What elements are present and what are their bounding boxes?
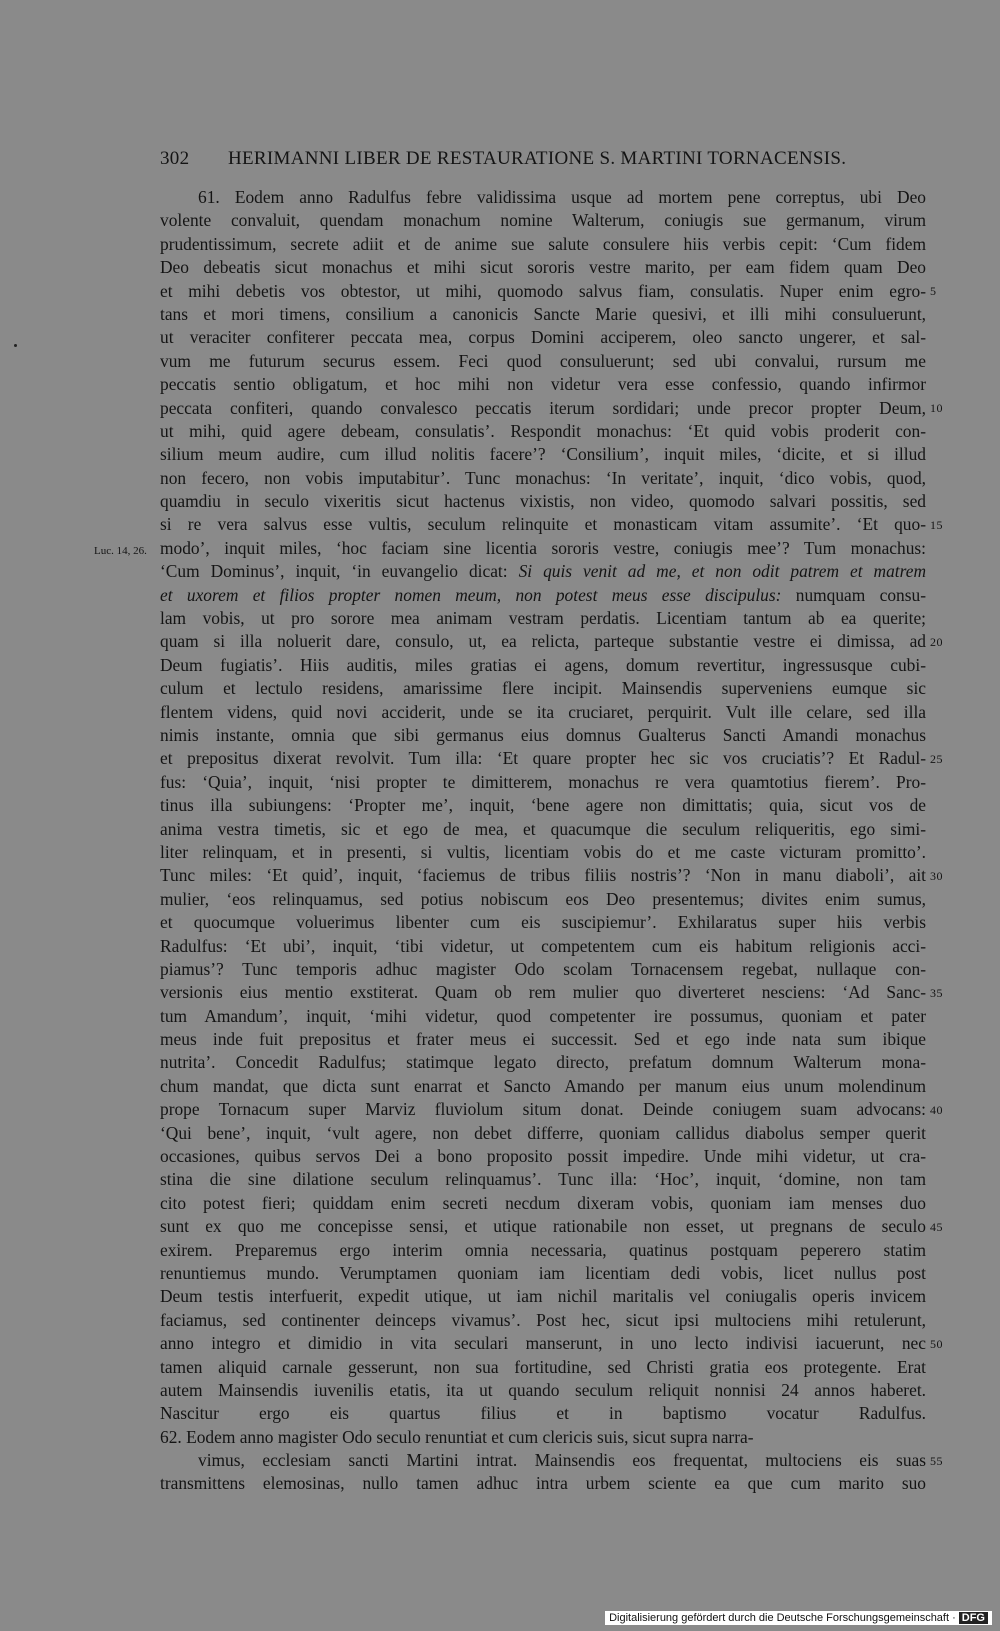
text-line: chum mandat, que dicta sunt enarrat et Sancto Amando per manum eius unum molendinum bbox=[160, 1075, 926, 1096]
line-number: 30 bbox=[930, 868, 943, 883]
scan-speck bbox=[14, 344, 17, 347]
dfg-logo: DFG bbox=[959, 1612, 988, 1624]
text-line: quamdiu in seculo vixeritis sicut hactenus vixistis, non video, quomodo salvari possitis, sed bbox=[160, 491, 926, 512]
text-line: renuntiemus mundo. Verumptamen quoniam iam licentiam dedi vobis, licet nullus post bbox=[160, 1262, 926, 1283]
text-line: fus: ‘Quia’, inquit, ‘nisi propter te dimitterem, monachus re vera quamtotius fierem’. Pro- bbox=[160, 771, 926, 792]
text-line: liter relinquam, et in presenti, si vultis, licentiam vobis do et me caste victuram promitto’. bbox=[160, 841, 926, 862]
text-line: sunt ex quo me concepisse sensi, et utique rationabile non esset, ut pregnans de seculo bbox=[160, 1216, 926, 1237]
text-line: tum Amandum’, inquit, ‘mihi videtur, quod competenter ire possumus, quoniam et pater bbox=[160, 1005, 926, 1026]
text-line: mulier, ‘eos relinquamus, sed potius nobiscum eos Deo presentemus; divites enim sumus, bbox=[160, 888, 926, 909]
text-line: et prepositus dixerat revolvit. Tum illa: ‘Et quare propter hec sic vos cruciatis’? Et Radul- bbox=[160, 748, 926, 769]
text-line: Deum fugiatis’. Hiis auditis, miles gratias ei agens, domum revertitur, ingressusque cubi- bbox=[160, 654, 926, 675]
text-line: nimis instante, omnia que sibi germanus eius domnus Gualterus Sancti Amandi monachus bbox=[160, 724, 926, 745]
footer-credit bbox=[605, 1611, 992, 1625]
body-text bbox=[160, 186, 926, 1496]
text-line: culum et lectulo residens, amarissime flere incipit. Mainsendis superveniens eumque sic bbox=[160, 678, 926, 699]
text-line: tans et mori timens, consilium a canonicis Sancte Marie quesivi, et illi mihi consuluerunt, bbox=[160, 303, 926, 324]
text-line: tamen aliquid carnale gesserunt, non sua fortitudine, sed Christi gratia eos protegente. Erat bbox=[160, 1356, 926, 1377]
margin-reference: Luc. 14, 26. bbox=[94, 545, 147, 557]
line-number: 50 bbox=[930, 1336, 943, 1351]
text-line: Deo debeatis sicut monachus et mihi sicut sororis vestre marito, per eam fidem quam Deo bbox=[160, 257, 926, 278]
text-line: volente convaluit, quendam monachum nomine Walterum, coniugis sue germanum, virum bbox=[160, 210, 926, 231]
footer-text: Digitalisierung gefördert durch die Deutsche Forschungsgemeinschaft · bbox=[609, 1612, 956, 1624]
line-number: 40 bbox=[930, 1102, 943, 1117]
text-line: autem Mainsendis iuvenilis etatis, ita ut quando seculum reliquit nonnisi 24 annos haberet. bbox=[160, 1379, 926, 1400]
text-line: ut veraciter confiterer peccata mea, corpus Domini acciperem, oleo sancto ungerer, et sal- bbox=[160, 327, 926, 348]
running-title: HERIMANNI LIBER DE RESTAURATIONE S. MARTINI TORNACENSIS. bbox=[228, 148, 847, 169]
text-line: faciamus, sed continenter deinceps vivamus’. Post hec, sicut ipsi multociens mihi retulerunt, bbox=[160, 1309, 926, 1330]
line-number: 15 bbox=[930, 517, 943, 532]
text-line: anima vestra timetis, sic et ego de mea, et quacumque die seculum reliqueritis, ego simi- bbox=[160, 818, 926, 839]
text-line: modo’, inquit miles, ‘hoc faciam sine licentia sororis vestre, coniugis mee’? Tum monachus: bbox=[160, 537, 926, 558]
text-line: stina die sine dilatione seculum relinquamus’. Tunc illa: ‘Hoc’, inquit, ‘domine, non tam bbox=[160, 1169, 926, 1190]
text-line: vum me futurum securus essem. Feci quod consuluerunt; sed ubi convalui, rursum me bbox=[160, 350, 926, 371]
text-line: Nascitur ergo eis quartus filius et in baptismo vocatur Radulfus. bbox=[160, 1403, 926, 1424]
text-line: et mihi debetis vos obtestor, ut mihi, quomodo salvus fiam, consulatis. Nuper enim egro- bbox=[160, 280, 926, 301]
text-line: lam vobis, ut pro sorore mea animam vestram perdatis. Licentiam tantum ab ea querite; bbox=[160, 608, 926, 629]
text-line: peccata confiteri, quando convalesco peccatis iterum sordidari; unde precor propter Deum, bbox=[160, 397, 926, 418]
line-number: 25 bbox=[930, 751, 943, 766]
text-line: exirem. Preparemus ergo interim omnia necessaria, quatinus postquam peperero statim bbox=[160, 1239, 926, 1260]
line-number: 55 bbox=[930, 1453, 943, 1468]
text-line: non fecero, non vobis imputabitur’. Tunc monachus: ‘In veritate’, inquit, ‘dico vobis, quod, bbox=[160, 467, 926, 488]
text-line: et quocumque voluerimus libenter cum eis suscipiemur’. Exhilaratus super hiis verbis bbox=[160, 912, 926, 933]
text-line: si re vera salvus esse vultis, seculum relinquite et monasticam vitam assumite’. ‘Et quo- bbox=[160, 514, 926, 535]
text-line: transmittens elemosinas, nullo tamen adhuc intra urbem sciente ea que cum marito suo bbox=[160, 1473, 926, 1494]
text-line: vimus, ecclesiam sancti Martini intrat. Mainsendis eos frequentat, multociens eis suas bbox=[198, 1450, 926, 1471]
text-line: tinus illa subiungens: ‘Propter me’, inquit, ‘bene agere non dimittatis; quia, sicut vos de bbox=[160, 795, 926, 816]
line-number: 45 bbox=[930, 1219, 943, 1234]
text-line: prudentissimum, secrete adiit et de anime sue salute consulere hiis verbis cepit: ‘Cum fidem bbox=[160, 233, 926, 254]
text-line: versionis eius mentio exstiterat. Quam ob rem mulier quo diverteret nesciens: ‘Ad Sanc- bbox=[160, 982, 926, 1003]
text-line: Deum testis interfuerit, expedit utique, ut iam nichil maritalis vel coniugalis operis invicem bbox=[160, 1286, 926, 1307]
text-line: anno integro et dimidio in vita seculari manserunt, in uno lecto indivisi iacuerunt, nec bbox=[160, 1333, 926, 1354]
line-number: 10 bbox=[930, 400, 943, 415]
line-number: 35 bbox=[930, 985, 943, 1000]
text-line: ‘Qui bene’, inquit, ‘vult agere, non debet differre, quoniam callidus diabolus semper querit bbox=[160, 1122, 926, 1143]
text-line: et uxorem et filios propter nomen meum, non potest meus esse discipulus: numquam consu- bbox=[160, 584, 926, 605]
text-line: 62. Eodem anno magister Odo seculo renuntiat et cum clericis suis, sicut supra narra- bbox=[160, 1426, 754, 1447]
text-line: occasiones, quibus servos Dei a bono proposito possit impedire. Unde mihi videtur, ut cra- bbox=[160, 1146, 926, 1167]
text-line: quam si illa noluerit dare, consulo, ut, ea relicta, parteque substantie vestre ei dimissa, ad bbox=[160, 631, 926, 652]
text-line: flentem videns, quid novi acciderit, unde se ita cruciaret, perquirit. Vult ille celare, sed illa bbox=[160, 701, 926, 722]
text-line: meus inde fuit prepositus et frater meus ei successit. Sed et ego inde nata sum ibique bbox=[160, 1029, 926, 1050]
text-line: ut mihi, quid agere debeam, consulatis’. Respondit monachus: ‘Et quid vobis proderit con- bbox=[160, 420, 926, 441]
text-line: Radulfus: ‘Et ubi’, inquit, ‘tibi videtur, ut competentem cum eis habitum religionis acci- bbox=[160, 935, 926, 956]
text-line: prope Tornacum super Marviz fluviolum situm donat. Deinde coniugem suam advocans: bbox=[160, 1099, 926, 1120]
text-line: peccatis sentio obligatum, et hoc mihi non videtur vera esse confessio, quando infirmor bbox=[160, 374, 926, 395]
text-line: cito potest fieri; quiddam enim secreti necdum dixeram vobis, quoniam iam menses duo bbox=[160, 1192, 926, 1213]
text-line: piamus’? Tunc temporis adhuc magister Odo scolam Tornacensem regebat, nullaque con- bbox=[160, 958, 926, 979]
text-line: silium meum audire, cum illud nolitis facere’? ‘Consilium’, inquit miles, ‘dicite, et si illud bbox=[160, 444, 926, 465]
text-line: Tunc miles: ‘Et quid’, inquit, ‘faciemus de tribus filiis nostris’? ‘Non in manu diaboli’, ait bbox=[160, 865, 926, 886]
text-line: nutrita’. Concedit Radulfus; statimque legato directo, prefatum domnum Walterum mona- bbox=[160, 1052, 926, 1073]
line-number: 5 bbox=[930, 283, 937, 298]
line-number: 20 bbox=[930, 634, 943, 649]
text-line: ‘Cum Dominus’, inquit, ‘in euvangelio dicat: Si quis venit ad me, et non odit patrem et matrem bbox=[160, 561, 927, 582]
page-number: 302 bbox=[160, 148, 190, 169]
text-line: 61. Eodem anno Radulfus febre validissima usque ad mortem pene correptus, ubi Deo bbox=[198, 187, 926, 207]
